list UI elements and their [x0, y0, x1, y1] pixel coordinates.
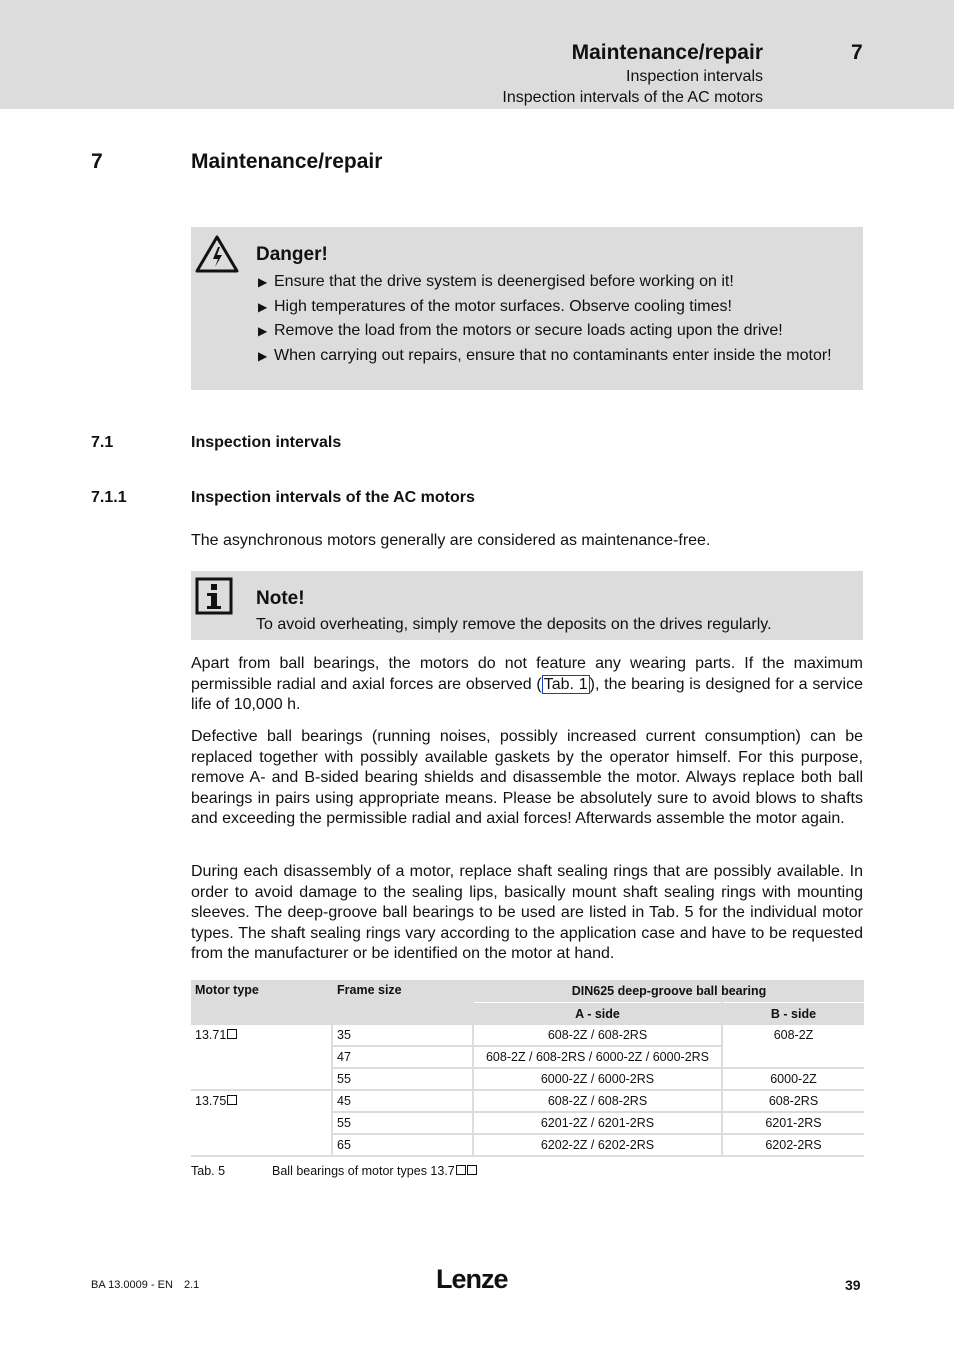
header-chapter-number: 7: [851, 41, 863, 64]
subsection-number: 7.1: [91, 434, 114, 451]
header-subtitle-2: Inspection intervals of the AC motors: [502, 89, 763, 106]
a-side-cell: 608-2Z / 608-2RS / 6000-2Z / 6000-2RS: [473, 1046, 722, 1068]
b-side-cell: 608-2RS: [722, 1090, 864, 1112]
danger-item: ▶ High temperatures of the motor surfaces. Observe cooling times!: [258, 297, 732, 315]
header-frame-size: Frame size: [332, 980, 473, 1025]
frame-cell: 45: [332, 1090, 473, 1112]
frame-cell: 35: [332, 1025, 473, 1046]
paragraph-wearing-parts: Apart from ball bearings, the motors do not feature any wearing parts. If the maximum permissible radial and axial forces are observed ( Tab. 1 ), the bearing is designed for a service life of 10,000 h.: [191, 655, 863, 714]
a-side-cell: 6000-2Z / 6000-2RS: [473, 1068, 722, 1090]
b-side-cell: 6202-2RS: [722, 1134, 864, 1156]
note-box: [191, 571, 863, 640]
note-title: Note!: [256, 588, 305, 609]
table-caption-number: Tab. 5: [191, 1164, 226, 1178]
header-a-side: A - side: [473, 1003, 722, 1026]
bearings-table: [191, 980, 864, 1157]
a-side-cell: 608-2Z / 608-2RS: [473, 1025, 722, 1046]
section-number: 7: [91, 150, 103, 173]
note-text: To avoid overheating, simply remove the deposits on the drives regularly.: [256, 616, 772, 633]
a-side-cell: 608-2Z / 608-2RS: [473, 1090, 722, 1112]
paragraph-defective-bearings: Defective ball bearings (running noises, possibly increased current consumption) can be replaced together with possibly available gaskets by the operator himself. For this purpose, remove A- and B-sided bearing shields and disassemble the motor. Always replace both ball bearings in pairs using appropriate means. Please be absolutely sure to avoid blows to shafts and exceeding the permissible radial and axial forces! Afterwards assemble the motor again.: [191, 728, 863, 828]
bullet-triangle-icon: ▶: [258, 348, 268, 363]
placeholder-square-icon: [227, 1029, 237, 1039]
header-subtitle-1: Inspection intervals: [626, 68, 763, 85]
frame-cell: 55: [332, 1112, 473, 1134]
a-side-cell: 6202-2Z / 6202-2RS: [473, 1134, 722, 1156]
footer-version: 2.1: [184, 1279, 200, 1291]
page-number: 39: [845, 1277, 861, 1293]
subsection-title: Inspection intervals: [191, 434, 342, 451]
bullet-triangle-icon: ▶: [258, 275, 268, 289]
danger-item: ▶ Ensure that the drive system is deenergised before working on it!: [258, 273, 734, 290]
placeholder-square-icon: [227, 1095, 237, 1105]
paragraph-disassembly: During each disassembly of a motor, replace shaft sealing rings that are possibly available. In order to avoid damage to the sealing lips, basically mount shaft sealing rings with mounting sleeves. The deep-groove ball bearings to be used are listed in Tab. 5 for the individual motor types. The shaft sealing rings vary according to the application case and have to be requested from the manufacturer or be identified on the motor at hand.: [191, 863, 863, 963]
danger-item: ▶ When carrying out repairs, ensure that no contaminants enter inside the motor!: [258, 346, 832, 364]
table-row: [191, 1025, 864, 1046]
motor-type-cell: 13.71: [191, 1025, 332, 1090]
b-side-cell: 6000-2Z: [722, 1068, 864, 1090]
placeholder-square-icon: [456, 1165, 466, 1175]
table-caption-text: Ball bearings of motor types 13.7: [272, 1164, 477, 1178]
info-icon: [195, 577, 233, 615]
danger-list: [258, 272, 838, 370]
motor-type-cell: 13.75: [191, 1090, 332, 1156]
high-voltage-warning-icon: [195, 235, 239, 273]
intro-paragraph: The asynchronous motors generally are considered as maintenance-free.: [191, 532, 711, 549]
bullet-triangle-icon: ▶: [258, 324, 268, 338]
danger-title: Danger!: [256, 244, 328, 265]
b-side-cell: 608-2Z: [722, 1025, 864, 1068]
section-title: Maintenance/repair: [191, 150, 383, 173]
frame-cell: 47: [332, 1046, 473, 1068]
subsubsection-title: Inspection intervals of the AC motors: [191, 489, 475, 506]
tab1-link[interactable]: Tab. 1: [543, 675, 588, 693]
footer-document-id: BA 13.0009 - EN: [91, 1279, 173, 1291]
subsubsection-number: 7.1.1: [91, 489, 127, 506]
frame-cell: 55: [332, 1068, 473, 1090]
page-header: [0, 0, 954, 109]
table-row: [191, 1090, 864, 1112]
b-side-cell: 6201-2RS: [722, 1112, 864, 1134]
a-side-cell: 6201-2Z / 6201-2RS: [473, 1112, 722, 1134]
lenze-logo: Lenze: [436, 1264, 508, 1294]
header-title: Maintenance/repair: [571, 41, 763, 64]
placeholder-square-icon: [467, 1165, 477, 1175]
table-header-row: [191, 980, 864, 1003]
header-motor-type: Motor type: [191, 980, 332, 1025]
frame-cell: 65: [332, 1134, 473, 1156]
danger-box: [191, 227, 863, 390]
header-bearing: DIN625 deep-groove ball bearing: [473, 980, 864, 1003]
danger-item: ▶ Remove the load from the motors or secure loads acting upon the drive!: [258, 322, 783, 339]
bullet-triangle-icon: ▶: [258, 299, 268, 314]
header-b-side: B - side: [722, 1003, 864, 1026]
